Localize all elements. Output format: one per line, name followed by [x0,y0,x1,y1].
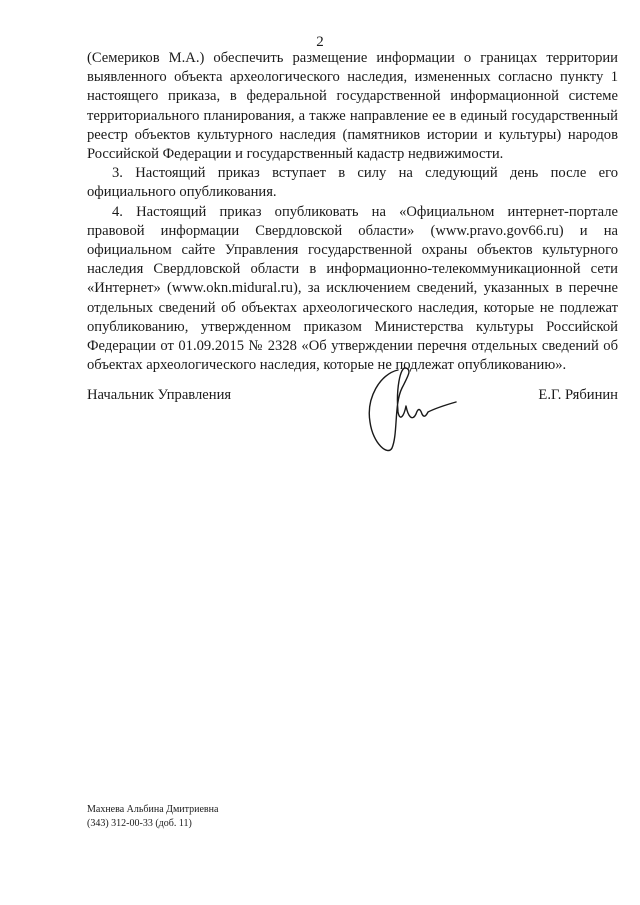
executor-info [87,803,218,831]
paragraph-3: 3. Настоящий приказ вступает в силу на следующий день после его официального опубликования. [87,165,618,201]
paragraph-continued: (Семериков М.А.) обеспечить размещение информации о границах территории выявленного объекта археологического наследия, измененных согласно пункту 1 настоящего приказа, в федеральной государственной информационной системе территориального планирования, а также направление ее в единый государственный реестр объектов культурного наследия (памятников истории и культуры) народов Российской Федерации и государственный кадастр недвижимости. [87,50,618,163]
handwritten-signature [340,360,480,460]
page-number: 2 [316,34,324,50]
signer-position: Начальник Управления [87,387,232,403]
document-body [87,49,618,375]
executor-name: Махнева Альбина Дмитриевна [87,804,219,815]
executor-phone: (343) 312-00-33 (доб. 11) [87,818,192,829]
paragraph-4: 4. Настоящий приказ опубликовать на «Официальном интернет-портале правовой информации Свердловской области» (www.pravo.gov66.ru) и на официальном сайте Управления государственной охраны объектов культурного наследия Свердловской области в информационно-телекоммуникационной сети «Интернет» (www.okn.midural.ru), за исключением сведений, указанных в перечне отдельных сведений об объектах археологического наследия, которые не подлежат опубликованию, утвержденном приказом Министерства культуры Российской Федерации от 01.09.2015 № 2328 «Об утверждении перечня отдельных сведений об объектах археологического наследия, которые не подлежат опубликованию». [87,203,618,374]
signer-name: Е.Г. Рябинин [538,387,618,403]
